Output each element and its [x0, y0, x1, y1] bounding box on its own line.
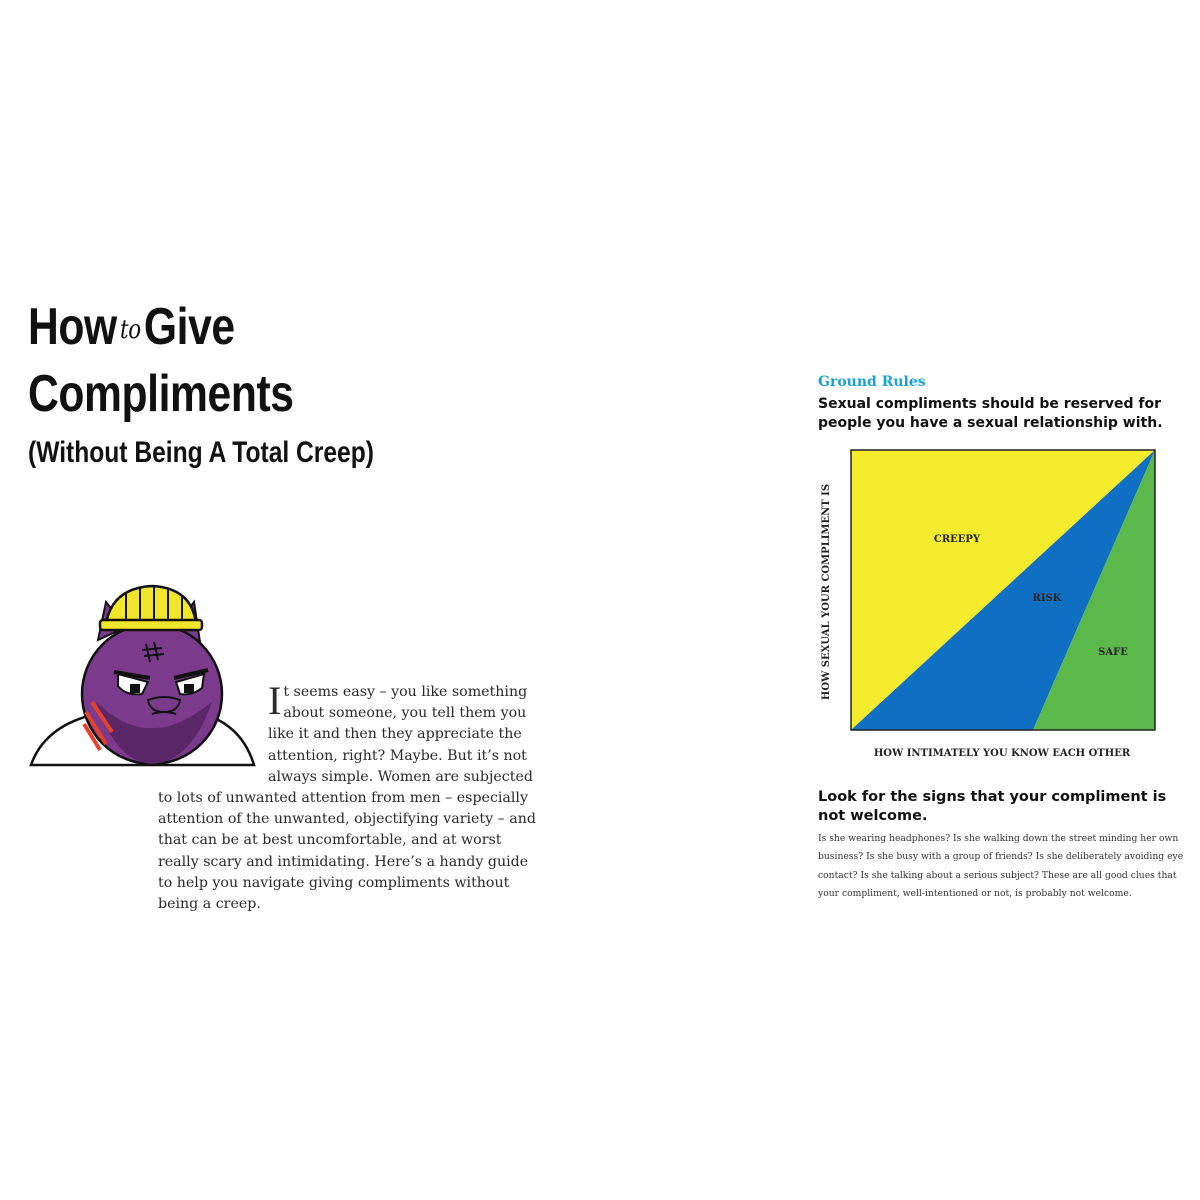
intro-paragraph — [158, 678, 538, 915]
ground-rules-label: Ground Rules — [818, 374, 926, 390]
label-safe: SAFE — [1098, 647, 1128, 658]
page-title — [28, 296, 374, 475]
y-axis-label: HOW SEXUAL YOUR COMPLIMENT IS — [821, 483, 832, 701]
title-how: How — [28, 298, 117, 356]
drop-cap: I — [268, 678, 282, 723]
signs-heading: Look for the signs that your compliment is not welcome. — [818, 789, 1167, 824]
signs-text: Is she wearing headphones? Is she walking down the street minding her own business? Is she busy with a group of friends? Is she deliberately avoiding eye contact? Is she talking about a serious subject? These are all good clues that your compliment, well-intentioned or not, is probably not welcome. — [818, 833, 1184, 899]
label-creepy: CREEPY — [933, 534, 981, 545]
label-risk: RISK — [1032, 593, 1062, 604]
title-compliments: Compliments — [28, 365, 294, 423]
compliment-chart — [815, 440, 1165, 770]
intro-text: t seems easy – you like something about someone, you tell them you like it and then they appreciate the attention, right? Maybe. But it’s not always simple. Women are subjected to lots of unwanted attention from men – especially attention of the unwanted, objectifying variety – and that can be at best uncomfortable, and at worst really scary and intimidating. Here’s a handy guide to help you navigate giving compliments without being a creep. — [158, 684, 536, 913]
ground-rules-text: Sexual compliments should be reserved for people you have a sexual relationship with. — [818, 396, 1163, 431]
page-subtitle: (Without Being A Total Creep) — [28, 436, 374, 469]
title-give: Give — [143, 298, 235, 356]
x-axis-label: HOW INTIMATELY YOU KNOW EACH OTHER — [873, 748, 1131, 759]
title-to: to — [120, 315, 141, 345]
